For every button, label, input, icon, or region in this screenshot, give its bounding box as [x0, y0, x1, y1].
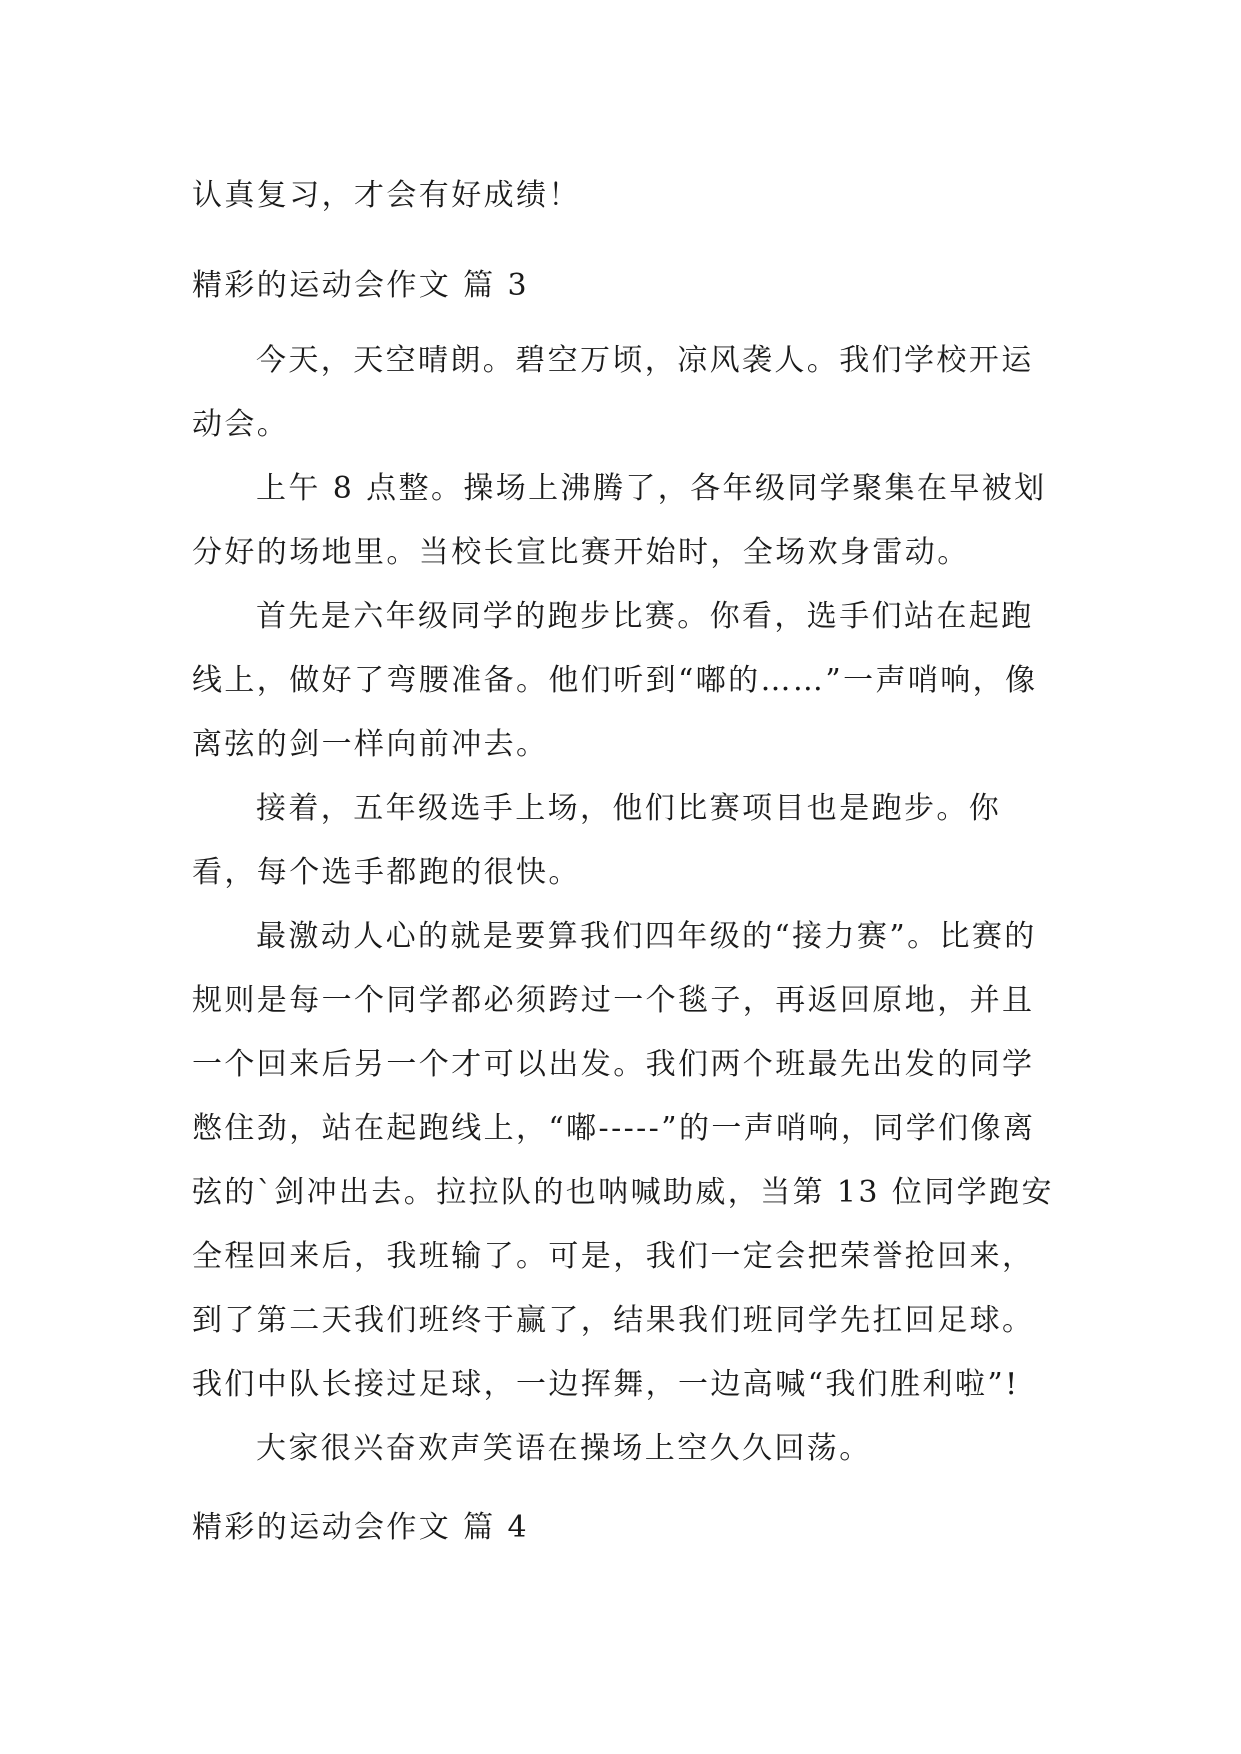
essay-3-paragraph-1: 今天，天空晴朗。碧空万顷，凉风袭人。我们学校开运动会。	[192, 343, 1034, 442]
essay-3-paragraph-3: 首先是六年级同学的跑步比赛。你看，选手们站在起跑线上，做好了弯腰准备。他们听到“嘟的……”一声哨响，像离弦的剑一样向前冲去。	[192, 599, 1038, 762]
essay-3-body	[192, 329, 1058, 1481]
intro-line: 认真复习，才会有好成绩！	[192, 178, 581, 213]
essay-3-paragraph-6: 大家很兴奋欢声笑语在操场上空久久回荡。	[256, 1431, 872, 1466]
essay-3-paragraph-5: 最激动人心的就是要算我们四年级的“接力赛”。比赛的规则是每一个同学都必须跨过一个毯子，再返回原地，并且一个回来后另一个才可以出发。我们两个班最先出发的同学憋住劲，站在起跑线上，“嘟-----”的一声哨响，同学们像离弦的`剑冲出去。拉拉队的也呐喊助威，当第 13 位同学跑安全程回来后，我班输了。可是，我们一定会把荣誉抢回来，到了第二天我们班终于赢了，结果我们班同学先扛回足球。我们中队长接过足球，一边挥舞，一边高喊“我们胜利啦”!	[192, 919, 1054, 1402]
essay-3-paragraph-4: 接着，五年级选手上场，他们比赛项目也是跑步。你看，每个选手都跑的很快。	[192, 791, 1002, 890]
essay-3-heading: 精彩的运动会作文 篇 3	[192, 268, 529, 303]
essay-3-paragraph-2: 上午 8 点整。操场上沸腾了，各年级同学聚集在早被划分好的场地里。当校长宣比赛开始时，全场欢身雷动。	[192, 471, 1047, 570]
essay-4-heading: 精彩的运动会作文 篇 4	[192, 1510, 529, 1545]
